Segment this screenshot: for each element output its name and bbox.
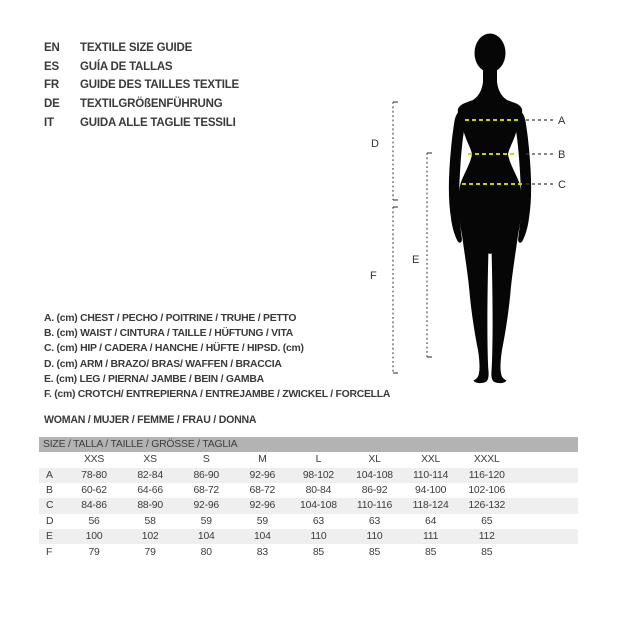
language-code: IT bbox=[44, 116, 54, 129]
table-cell: 104-108 bbox=[300, 500, 337, 512]
table-cell: 92-96 bbox=[249, 469, 276, 481]
language-title: GUIDE DES TAILLES TEXTILE bbox=[80, 79, 239, 92]
table-cell: 88-90 bbox=[137, 500, 163, 512]
table-cell: 104 bbox=[197, 531, 215, 543]
table-cell: 104-108 bbox=[356, 469, 393, 481]
table-title-bar bbox=[39, 437, 578, 452]
table-cell: 110 bbox=[366, 531, 383, 543]
woman-silhouette bbox=[449, 34, 531, 384]
legend-line-arm: D. (cm) ARM / BRAZO/ BRAS/ WAFFEN / BRACCIA bbox=[44, 358, 282, 370]
table-cell: 111 bbox=[423, 531, 439, 543]
table-cell: 59 bbox=[200, 515, 212, 527]
language-title: GUIDA ALLE TAGLIE TESSILI bbox=[80, 116, 236, 129]
table-cell: 102-106 bbox=[468, 485, 506, 497]
row-label: E bbox=[46, 531, 53, 543]
language-code: EN bbox=[44, 42, 60, 55]
legend-line-waist: B. (cm) WAIST / CINTURA / TAILLE / HÜFTUNG / VITA bbox=[44, 328, 294, 340]
language-title: GUÍA DE TALLAS bbox=[80, 60, 173, 73]
size-table bbox=[39, 437, 578, 560]
language-code: ES bbox=[44, 60, 59, 73]
table-cell: 118-124 bbox=[412, 500, 449, 512]
table-row bbox=[39, 544, 578, 559]
label-waist-b: B bbox=[558, 149, 566, 161]
language-row bbox=[44, 58, 239, 77]
legend-line-hip: C. (cm) HIP / CADERA / HANCHE / HÜFTE / HIPSD. (cm) bbox=[44, 343, 304, 355]
table-cell: 59 bbox=[256, 515, 268, 527]
table-cell: 63 bbox=[312, 515, 324, 527]
table-cell: 104 bbox=[253, 531, 271, 543]
table-cell: 65 bbox=[481, 515, 493, 527]
table-cell: 68-72 bbox=[249, 485, 276, 497]
table-body bbox=[39, 468, 578, 560]
table-cell: 112 bbox=[478, 531, 495, 543]
table-cell: 80-84 bbox=[305, 485, 332, 497]
table-row bbox=[39, 514, 578, 529]
table-cell: 85 bbox=[368, 546, 381, 558]
column-header: XS bbox=[143, 454, 157, 465]
table-cell: 85 bbox=[481, 546, 493, 558]
legend-line-leg: E. (cm) LEG / PIERNA/ JAMBE / BEIN / GAMBA bbox=[44, 373, 264, 385]
table-cell: 84-86 bbox=[81, 500, 107, 512]
table-cell: 86-90 bbox=[193, 469, 220, 481]
measurement-figure bbox=[355, 20, 600, 410]
column-header: XL bbox=[368, 454, 381, 465]
column-header: L bbox=[315, 454, 322, 465]
label-crotch-f: F bbox=[370, 270, 377, 282]
table-cell: 116-120 bbox=[468, 469, 505, 481]
table-cell: 82-84 bbox=[137, 469, 163, 481]
label-arm-d: D bbox=[371, 138, 379, 150]
table-cell: 80 bbox=[200, 546, 212, 558]
table-cell: 79 bbox=[88, 546, 100, 558]
row-label: A bbox=[46, 469, 53, 481]
table-row bbox=[39, 468, 578, 483]
table-cell: 85 bbox=[425, 546, 437, 558]
table-cell: 92-96 bbox=[193, 500, 220, 512]
table-cell: 92-96 bbox=[249, 500, 276, 512]
column-header: M bbox=[258, 454, 267, 465]
row-label: F bbox=[46, 546, 53, 558]
gender-line: WOMAN / MUJER / FEMME / FRAU / DONNA bbox=[44, 414, 257, 426]
language-block bbox=[44, 39, 239, 132]
column-header: XXXL bbox=[473, 454, 500, 465]
table-row bbox=[39, 498, 578, 513]
table-row bbox=[39, 483, 578, 498]
legend-line-crotch: F. (cm) CROTCH/ ENTREPIERNA / ENTREJAMBE / ZWICKEL / FORCELLA bbox=[44, 389, 391, 401]
table-cell: 68-72 bbox=[193, 485, 220, 497]
table-cell: 126-132 bbox=[468, 500, 506, 512]
table-title: SIZE / TALLA / TAILLE / GRÖSSE / TAGLIA bbox=[43, 438, 238, 450]
table-cell: 98-102 bbox=[302, 469, 334, 481]
language-row bbox=[44, 76, 239, 95]
label-hip-c: C bbox=[558, 179, 566, 191]
column-header: XXL bbox=[421, 454, 441, 465]
table-cell: 58 bbox=[144, 515, 156, 527]
table-cell: 85 bbox=[312, 546, 324, 558]
table-cell: 110 bbox=[310, 531, 327, 543]
extent-ticks bbox=[393, 102, 432, 373]
table-colhead-row bbox=[39, 452, 578, 468]
measurement-legend bbox=[44, 311, 390, 402]
column-header: XXS bbox=[83, 454, 105, 465]
label-leg-e: E bbox=[412, 254, 420, 266]
language-row bbox=[44, 39, 239, 58]
row-label: B bbox=[46, 485, 53, 497]
label-chest-a: A bbox=[558, 115, 566, 127]
table-cell: 86-92 bbox=[361, 485, 388, 497]
language-title: TEXTILGRÖßENFÜHRUNG bbox=[80, 98, 223, 111]
table-cell: 64-66 bbox=[137, 485, 163, 497]
table-cell: 100 bbox=[85, 531, 103, 543]
table-cell: 94-100 bbox=[415, 485, 447, 497]
table-cell: 79 bbox=[144, 546, 156, 558]
language-code: FR bbox=[44, 79, 59, 92]
language-row bbox=[44, 113, 239, 132]
language-code: DE bbox=[44, 98, 60, 111]
table-cell: 56 bbox=[88, 515, 100, 527]
row-label: D bbox=[46, 515, 54, 527]
column-header: S bbox=[202, 454, 210, 465]
table-cell: 64 bbox=[425, 515, 437, 527]
table-cell: 83 bbox=[256, 546, 268, 558]
table-row bbox=[39, 529, 578, 544]
extent-lines bbox=[393, 102, 427, 373]
table-cell: 63 bbox=[368, 515, 381, 527]
table-cell: 78-80 bbox=[81, 469, 107, 481]
language-row bbox=[44, 95, 239, 114]
legend-line-chest: A. (cm) CHEST / PECHO / POITRINE / TRUHE / PETTO bbox=[44, 313, 297, 324]
language-title: TEXTILE SIZE GUIDE bbox=[80, 42, 193, 55]
table-cell: 102 bbox=[141, 531, 159, 543]
row-label: C bbox=[46, 500, 54, 512]
table-cell: 60-62 bbox=[81, 485, 107, 497]
table-cell: 110-114 bbox=[413, 469, 449, 481]
table-cell: 110-116 bbox=[356, 500, 393, 512]
